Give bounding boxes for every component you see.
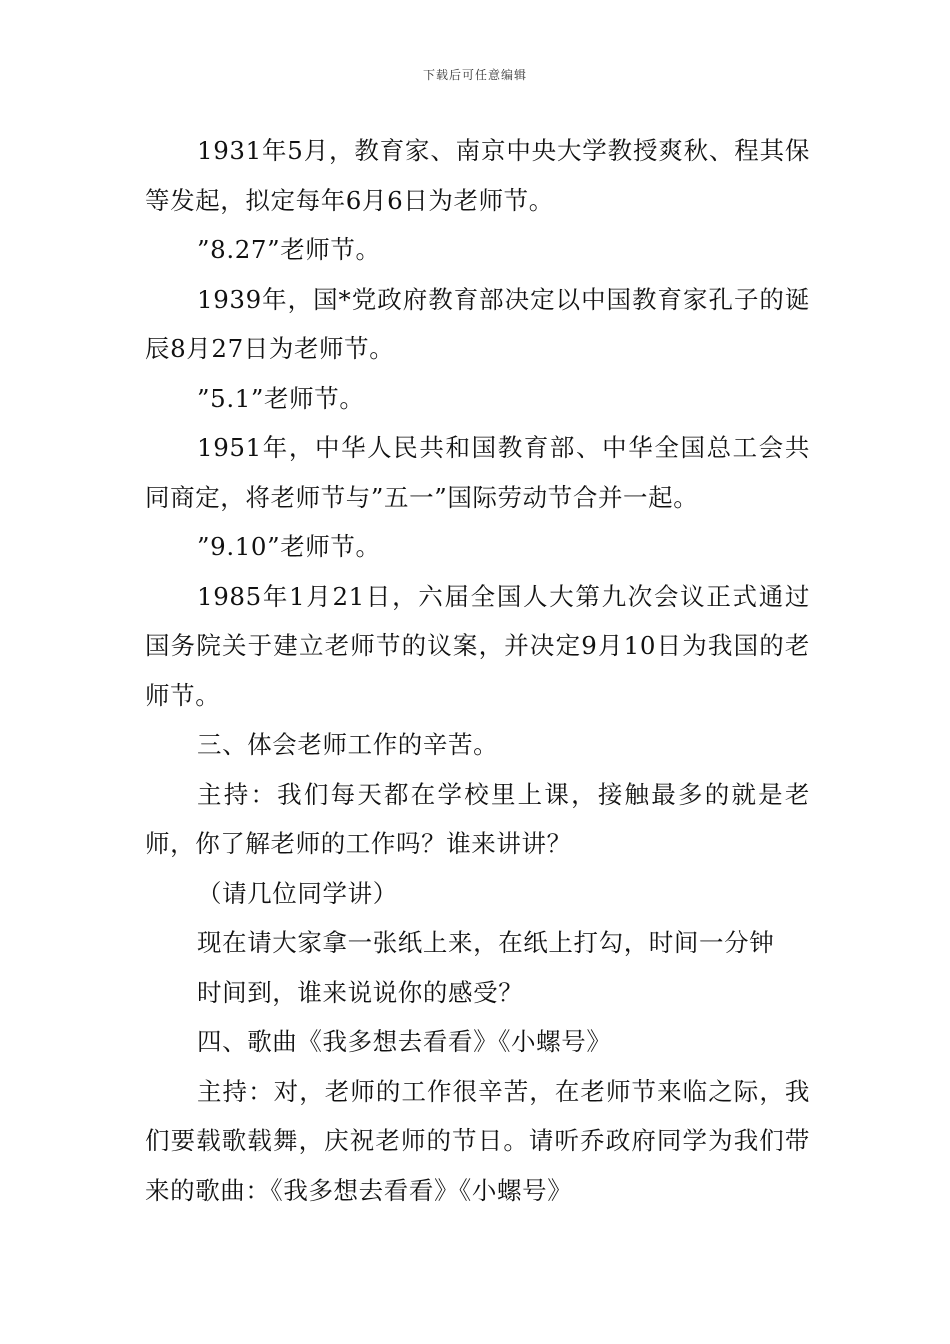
paragraph-1931-origin: 1931年5月，教育家、南京中央大学教授爽秋、程其保等发起，拟定每年6月6日为老师节。 (145, 136, 810, 215)
paragraph-host-question: 主持：我们每天都在学校里上课，接触最多的就是老师，你了解老师的工作吗？谁来讲讲？ (145, 779, 810, 858)
section-four-heading: 四、歌曲《我多想去看看》《小螺号》 (197, 1027, 612, 1056)
header-note: 下载后可任意编辑 (422, 68, 527, 82)
paragraph-paper-task: 现在请大家拿一张纸上来，在纸上打勾，时间一分钟 (197, 928, 775, 957)
paragraph-students-speak: （请几位同学讲） (197, 878, 398, 908)
paragraph-51-heading: ”5.1”老师节。 (197, 383, 365, 413)
paragraph-1951-merge: 1951年，中华人民共和国教育部、中华全国总工会共同商定，将老师节与”五一”国际劳动节合并一起。 (145, 433, 810, 512)
document-body (145, 126, 810, 1215)
paragraph-910-heading: ”9.10”老师节。 (197, 532, 381, 561)
paragraph-827-heading: ”8.27”老师节。 (197, 235, 381, 264)
paragraph-1985-law: 1985年1月21日，六届全国人大第九次会议正式通过国务院关于建立老师节的议案，并决定9月10日为我国的老师节。 (145, 581, 810, 710)
paragraph-host-song-intro: 主持：对，老师的工作很辛苦，在老师节来临之际，我们要载歌载舞，庆祝老师的节日。请听乔政府同学为我们带来的歌曲：《我多想去看看》《小螺号》 (145, 1076, 810, 1205)
paragraph-1939-decision: 1939年，国*党政府教育部决定以中国教育家孔子的诞辰8月27日为老师节。 (145, 284, 810, 363)
paragraph-time-up: 时间到，谁来说说你的感受？ (197, 977, 524, 1007)
section-three-heading: 三、体会老师工作的辛苦。 (197, 730, 499, 759)
